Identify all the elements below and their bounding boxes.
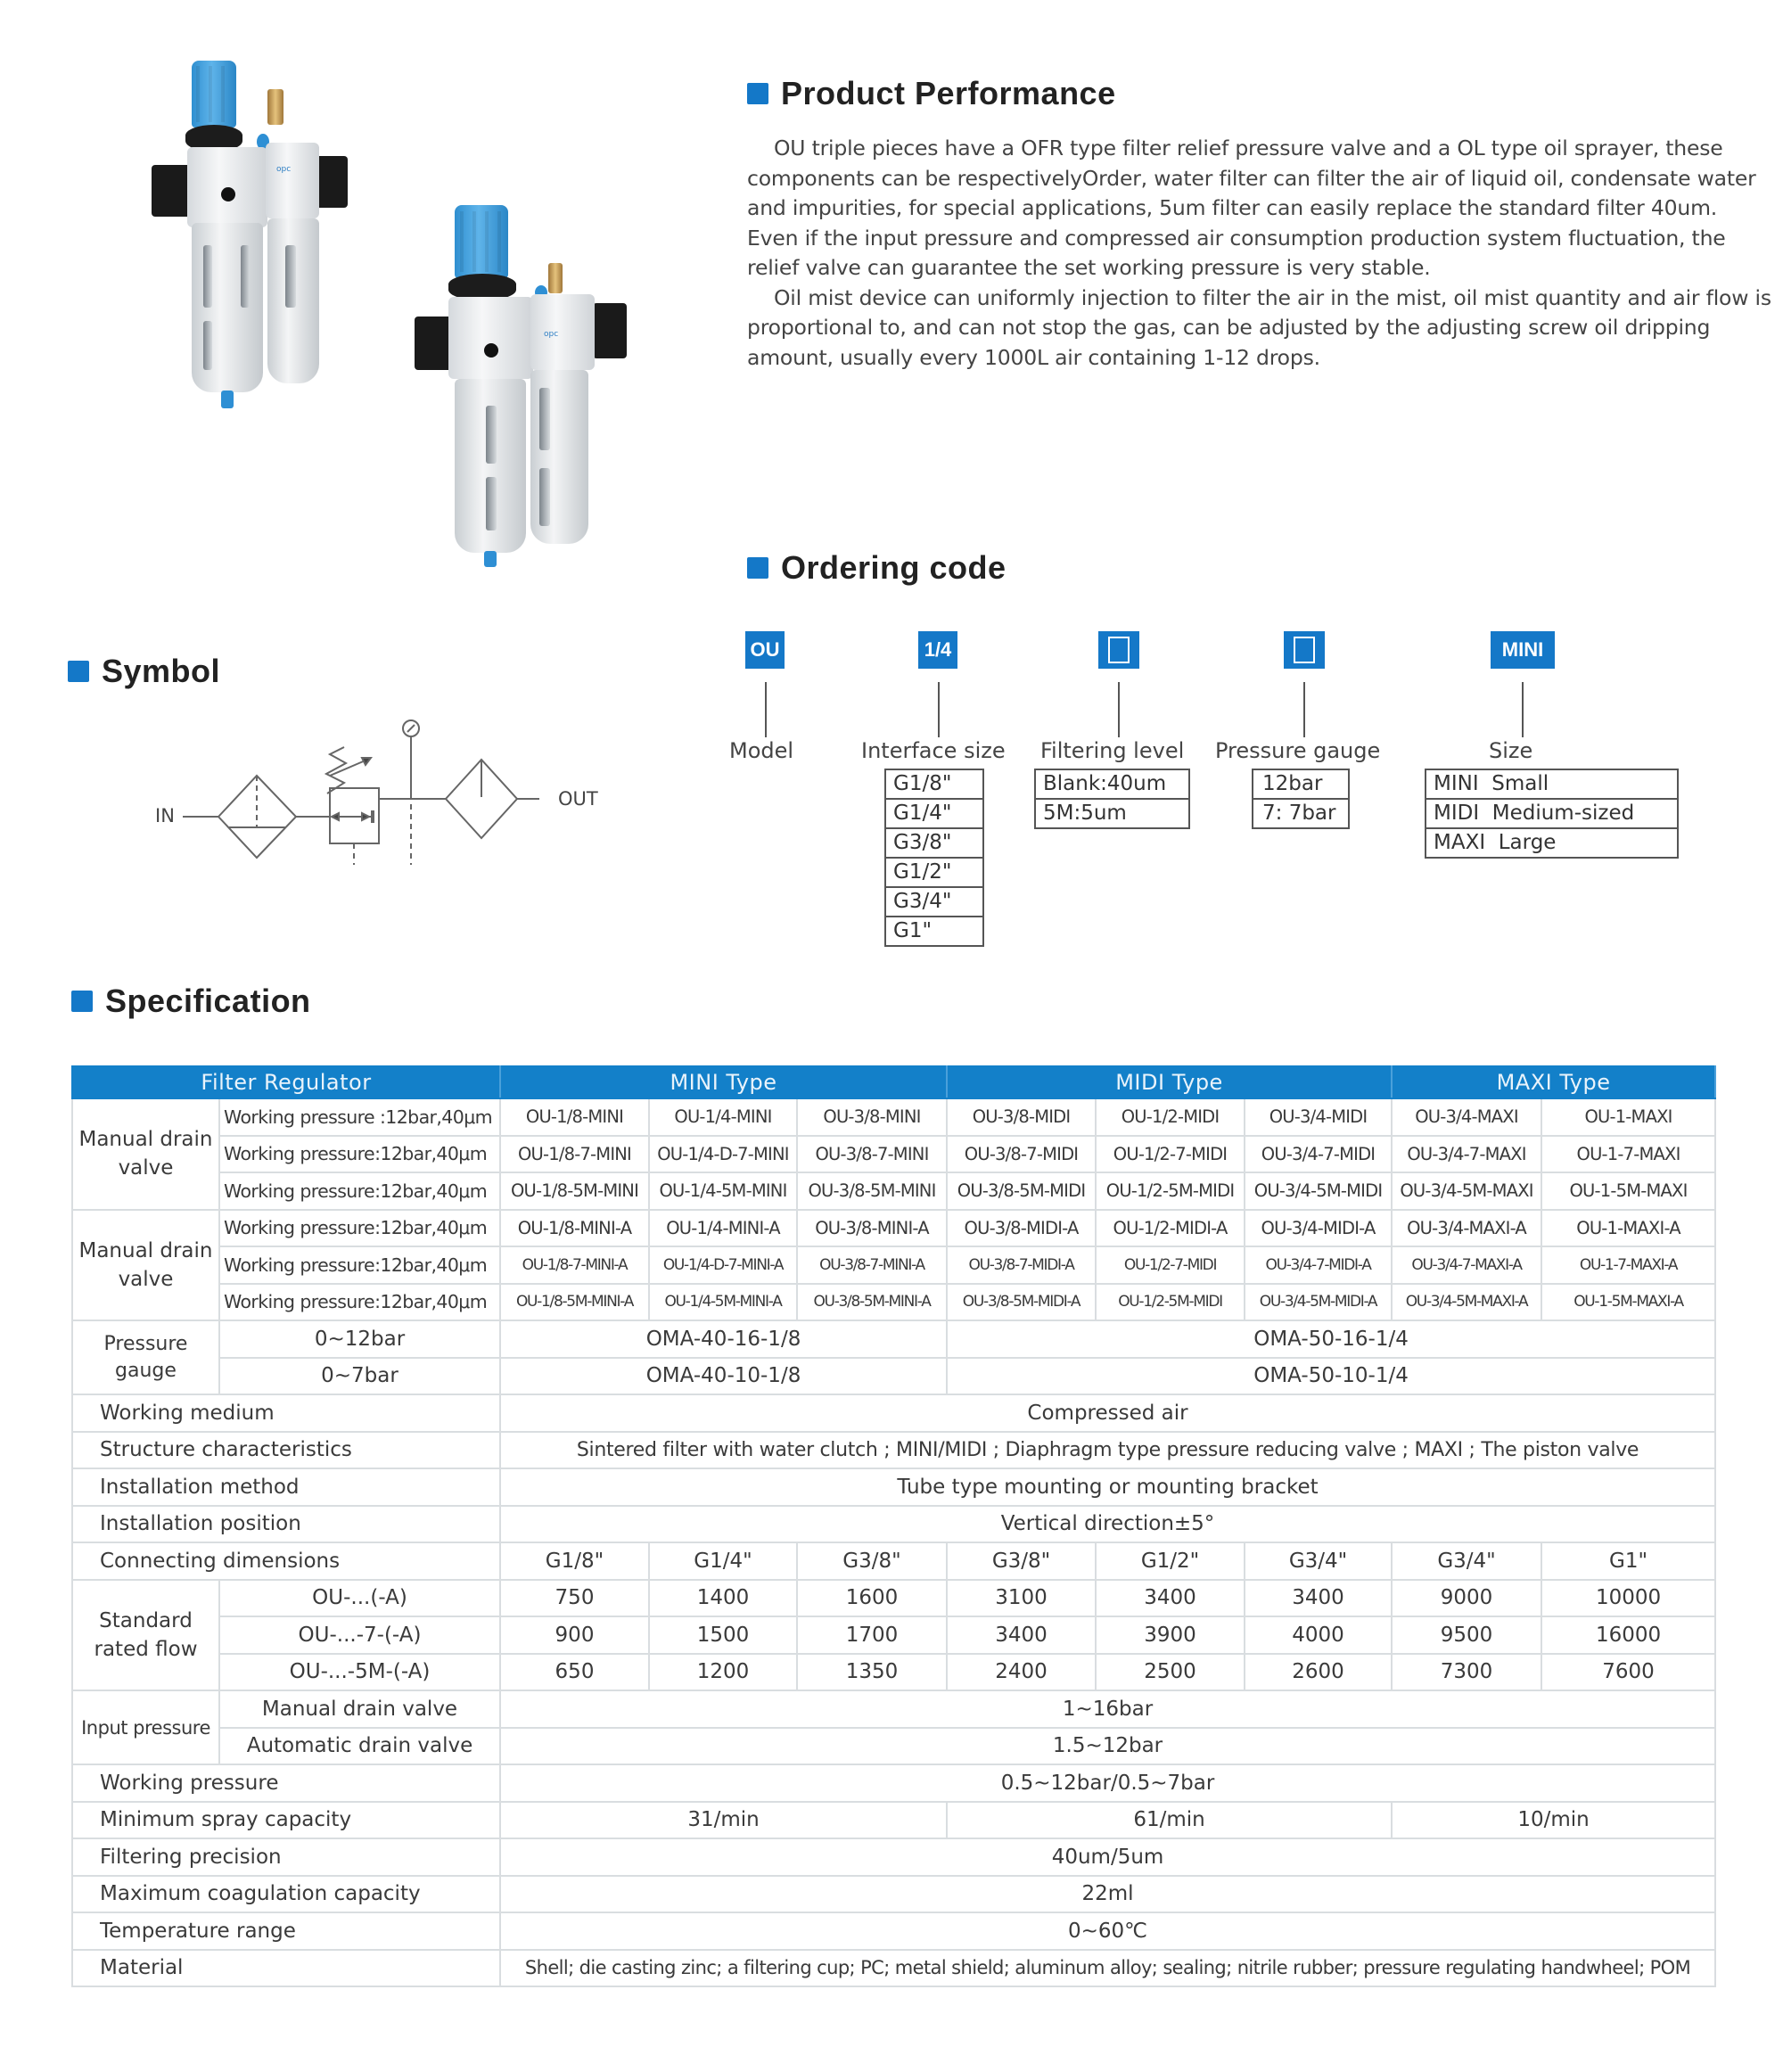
- model-cell: OU-1-5M-MAXI-A: [1541, 1284, 1715, 1321]
- performance-paragraph-1: OU triple pieces have a OFR type filter relief pressure valve and a OL type oil sprayer, these components can be respectivelyOrder, water filter can filter the air of liquid oil, condensate water and impurities, for special applications, 5um filter can easily replace the standard filter 40um. Even if the input pressure and compressed air consumption production system fluctuation, the relief valve can guarantee the set working pressure is very stable.: [747, 136, 1756, 280]
- connector-line: [938, 682, 940, 737]
- model-cell: OU-3/4-5M-MIDI-A: [1245, 1284, 1392, 1321]
- ordering-code-heading: [747, 549, 1007, 587]
- flow-cell: 3400: [1096, 1580, 1245, 1617]
- table-row: [72, 1728, 1715, 1765]
- flow-cell: 650: [500, 1654, 649, 1691]
- outlet-port-block: [593, 303, 627, 358]
- model-cell: OU-1/2-MIDI: [1096, 1098, 1245, 1136]
- table-row: [72, 1506, 1715, 1543]
- gauge-model-mini: OMA-40-16-1/8: [500, 1320, 947, 1358]
- model-cell: OU-1/8-5M-MINI: [500, 1172, 649, 1210]
- option-interface-size: G3/4": [886, 888, 982, 917]
- header-maxi-type: MAXI Type: [1392, 1066, 1715, 1098]
- table-row: [72, 1654, 1715, 1691]
- table-row: [72, 1616, 1715, 1654]
- table-row: [72, 1950, 1715, 1987]
- row-condition: Working pressure:12bar,40μm: [219, 1172, 500, 1210]
- model-cell: OU-1-MAXI: [1541, 1098, 1715, 1136]
- option-interface-size: G1": [886, 917, 982, 947]
- gauge-port: [221, 187, 235, 201]
- flow-cell: 1200: [649, 1654, 797, 1691]
- model-cell: OU-3/8-7-MINI: [797, 1136, 947, 1173]
- gauge-model-midi-maxi: OMA-50-16-1/4: [947, 1320, 1715, 1358]
- row-label: Working pressure: [72, 1764, 500, 1802]
- table-header-row: [72, 1066, 1715, 1098]
- table-row: [72, 1690, 1715, 1728]
- spray-maxi: 10/min: [1392, 1802, 1715, 1839]
- drain-valve: [221, 391, 234, 408]
- model-cell: OU-3/8-5M-MIDI: [947, 1172, 1096, 1210]
- code-box-size: MINI: [1491, 631, 1555, 669]
- model-cell: OU-1/4-D-7-MINI-A: [649, 1246, 797, 1284]
- model-cell: OU-3/8-5M-MINI-A: [797, 1284, 947, 1321]
- row-value: Shell; die casting zinc; a filtering cup; PC; metal shield; aluminum alloy; sealing; nitrile rubber; pressure regulating handwheel; POM: [500, 1950, 1715, 1987]
- row-group-label: Input pressure: [72, 1690, 219, 1764]
- row-value: 22ml: [500, 1876, 1715, 1913]
- model-cell: OU-3/8-7-MIDI-A: [947, 1246, 1096, 1284]
- model-cell: OU-3/8-MINI: [797, 1098, 947, 1136]
- flow-cell: 1400: [649, 1580, 797, 1617]
- brand-logo: opc: [276, 165, 292, 174]
- model-cell: OU-3/4-MIDI-A: [1245, 1210, 1392, 1247]
- symbol-title: Symbol: [102, 653, 221, 689]
- flow-cell: 3400: [1245, 1580, 1392, 1617]
- flow-cell: 16000: [1541, 1616, 1715, 1654]
- flow-cell: 1600: [797, 1580, 947, 1617]
- row-label: Installation position: [72, 1506, 500, 1543]
- ordering-code-title: Ordering code: [781, 549, 1007, 586]
- filter-bowl-window: [486, 406, 497, 464]
- flow-cell: 750: [500, 1580, 649, 1617]
- flow-cell: 1500: [649, 1616, 797, 1654]
- row-value: 1.5~12bar: [500, 1728, 1715, 1765]
- gauge-range: 0~12bar: [219, 1320, 500, 1358]
- filter-bowl: [192, 223, 263, 392]
- model-cell: OU-1-7-MAXI: [1541, 1136, 1715, 1173]
- flow-cell: 2500: [1096, 1654, 1245, 1691]
- code-box-pressure-gauge: [1284, 631, 1325, 669]
- model-cell: OU-3/8-MINI-A: [797, 1210, 947, 1247]
- flow-variant: OU-...-7-(-A): [219, 1616, 500, 1654]
- table-row: [72, 1358, 1715, 1395]
- flow-cell: 7600: [1541, 1654, 1715, 1691]
- pressure-adjust-knob: [455, 205, 508, 278]
- code-box-model: OU: [745, 631, 785, 669]
- code-label-interface-size: Interface size: [861, 738, 1006, 763]
- size-options: [1425, 769, 1679, 859]
- row-value: Sintered filter with water clutch ; MINI/MIDI ; Diaphragm type pressure reducing valve ; MAXI ; The piston valve: [500, 1432, 1715, 1469]
- row-label: Material: [72, 1950, 500, 1987]
- connector-line: [765, 682, 767, 737]
- specification-table: [71, 1065, 1716, 1987]
- pressure-adjust-knob: [192, 61, 236, 127]
- regulator-body: [448, 297, 533, 379]
- model-cell: OU-3/4-7-MAXI: [1392, 1136, 1541, 1173]
- option-filtering-level: Blank:40um: [1036, 770, 1188, 800]
- model-cell: OU-3/4-7-MIDI: [1245, 1136, 1392, 1173]
- specification-heading: [71, 983, 311, 1020]
- interface-size-options: [884, 769, 984, 947]
- model-cell: OU-1/4-5M-MINI: [649, 1172, 797, 1210]
- table-row: [72, 1172, 1715, 1210]
- row-condition: Working pressure:12bar,40μm: [219, 1210, 500, 1247]
- model-cell: OU-3/8-5M-MIDI-A: [947, 1284, 1096, 1321]
- model-cell: OU-1/8-7-MINI-A: [500, 1246, 649, 1284]
- row-label: Temperature range: [72, 1912, 500, 1950]
- gauge-model-midi-maxi: OMA-50-10-1/4: [947, 1358, 1715, 1395]
- flow-cell: 9000: [1392, 1580, 1541, 1617]
- row-value: 1~16bar: [500, 1690, 1715, 1728]
- model-cell: OU-1/2-5M-MIDI: [1096, 1172, 1245, 1210]
- option-filtering-level: 5M:5um: [1036, 800, 1188, 829]
- flow-cell: 900: [500, 1616, 649, 1654]
- dimension-cell: G1": [1541, 1542, 1715, 1580]
- table-row: [72, 1246, 1715, 1284]
- flow-cell: 1350: [797, 1654, 947, 1691]
- spray-midi: 61/min: [947, 1802, 1392, 1839]
- dimension-cell: G1/4": [649, 1542, 797, 1580]
- model-cell: OU-3/4-MAXI-A: [1392, 1210, 1541, 1247]
- option-interface-size: G1/4": [886, 800, 982, 829]
- model-cell: OU-3/8-MIDI-A: [947, 1210, 1096, 1247]
- input-pressure-variant: Manual drain valve: [219, 1690, 500, 1728]
- row-value: Vertical direction±5°: [500, 1506, 1715, 1543]
- flow-cell: 3900: [1096, 1616, 1245, 1654]
- dimension-cell: G1/8": [500, 1542, 649, 1580]
- model-cell: OU-1/4-5M-MINI-A: [649, 1284, 797, 1321]
- connector-line: [1522, 682, 1524, 737]
- model-cell: OU-3/4-5M-MAXI: [1392, 1172, 1541, 1210]
- input-pressure-variant: Automatic drain valve: [219, 1728, 500, 1765]
- table-row: [72, 1542, 1715, 1580]
- flow-cell: 10000: [1541, 1580, 1715, 1617]
- dimension-cell: G3/4": [1245, 1542, 1392, 1580]
- oil-fill-fitting: [548, 263, 563, 293]
- table-row: [72, 1838, 1715, 1876]
- lubricator-window: [285, 245, 296, 308]
- filter-bowl-window: [203, 245, 212, 308]
- model-cell: OU-1/8-MINI-A: [500, 1210, 649, 1247]
- model-cell: OU-3/4-7-MIDI-A: [1245, 1246, 1392, 1284]
- row-condition: Working pressure :12bar,40μm: [219, 1098, 500, 1136]
- row-label: Installation method: [72, 1468, 500, 1506]
- connector-line: [1303, 682, 1305, 737]
- table-row: [72, 1136, 1715, 1173]
- gauge-range: 0~7bar: [219, 1358, 500, 1395]
- symbol-out-label: OUT: [558, 788, 598, 810]
- option-pressure-gauge: 7: 7bar: [1253, 800, 1348, 829]
- spray-mini: 31/min: [500, 1802, 947, 1839]
- section-marker-icon: [68, 661, 89, 682]
- option-size: MIDI Medium-sized: [1426, 800, 1677, 829]
- flow-cell: 3100: [947, 1580, 1096, 1617]
- option-pressure-gauge: 12bar: [1253, 770, 1348, 800]
- row-group-label: Pressure gauge: [72, 1320, 219, 1394]
- model-cell: OU-3/4-MAXI: [1392, 1098, 1541, 1136]
- row-label: Maximum coagulation capacity: [72, 1876, 500, 1913]
- model-cell: OU-3/8-5M-MINI: [797, 1172, 947, 1210]
- table-row: [72, 1764, 1715, 1802]
- option-interface-size: G1/8": [886, 770, 982, 800]
- flow-variant: OU-...-5M-(-A): [219, 1654, 500, 1691]
- model-cell: OU-1/4-MINI: [649, 1098, 797, 1136]
- connector-line: [1118, 682, 1120, 737]
- model-cell: OU-1/2-7-MIDI: [1096, 1136, 1245, 1173]
- flow-cell: 2600: [1245, 1654, 1392, 1691]
- product-performance-title: Product Performance: [781, 75, 1116, 111]
- filter-bowl-window: [203, 321, 212, 370]
- dimension-cell: G1/2": [1096, 1542, 1245, 1580]
- dimension-cell: G3/4": [1392, 1542, 1541, 1580]
- drain-valve: [484, 551, 497, 567]
- row-value: 40um/5um: [500, 1838, 1715, 1876]
- code-box-interface-size: 1/4: [918, 631, 957, 669]
- gauge-model-mini: OMA-40-10-1/8: [500, 1358, 947, 1395]
- lubricator-window: [539, 468, 550, 526]
- model-cell: OU-1-5M-MAXI: [1541, 1172, 1715, 1210]
- option-interface-size: G1/2": [886, 859, 982, 888]
- row-label: Structure characteristics: [72, 1432, 500, 1469]
- flow-cell: 1700: [797, 1616, 947, 1654]
- table-row: [72, 1802, 1715, 1839]
- performance-paragraph-2: Oil mist device can uniformly injection to filter the air in the mist, oil mist quantity and air flow is proportional to, and can not stop the gas, can be adjusted by the adjusting screw oil dripping amount, usually every 1000L air containing 1-12 drops.: [747, 284, 1771, 370]
- flow-cell: 7300: [1392, 1654, 1541, 1691]
- row-value: Compressed air: [500, 1394, 1715, 1432]
- table-row: [72, 1210, 1715, 1247]
- gauge-port: [484, 343, 498, 358]
- model-cell: OU-3/8-MIDI: [947, 1098, 1096, 1136]
- row-condition: Working pressure:12bar,40μm: [219, 1136, 500, 1173]
- code-label-model: Model: [729, 738, 794, 763]
- model-cell: OU-1/8-7-MINI: [500, 1136, 649, 1173]
- filter-bowl-window: [486, 477, 497, 530]
- pneumatic-symbol-diagram: [143, 704, 624, 865]
- row-condition: Working pressure:12bar,40μm: [219, 1246, 500, 1284]
- product-image-angled: [415, 201, 637, 575]
- model-cell: OU-1/4-MINI-A: [649, 1210, 797, 1247]
- code-label-filtering-level: Filtering level: [1040, 738, 1185, 763]
- filtering-level-options: [1034, 769, 1190, 829]
- model-cell: OU-1-MAXI-A: [1541, 1210, 1715, 1247]
- table-row: [72, 1432, 1715, 1469]
- dimension-cell: G3/8": [947, 1542, 1096, 1580]
- option-size: MINI Small: [1426, 770, 1677, 800]
- brand-logo: opc: [544, 330, 559, 339]
- flow-cell: 3400: [947, 1616, 1096, 1654]
- model-cell: OU-1/2-7-MIDI: [1096, 1246, 1245, 1284]
- model-cell: OU-1/2-5M-MIDI: [1096, 1284, 1245, 1321]
- flow-cell: 9500: [1392, 1616, 1541, 1654]
- symbol-heading: [68, 653, 220, 690]
- row-label: Minimum spray capacity: [72, 1802, 500, 1839]
- model-cell: OU-3/4-7-MAXI-A: [1392, 1246, 1541, 1284]
- section-marker-icon: [71, 991, 93, 1012]
- flow-variant: OU-...(-A): [219, 1580, 500, 1617]
- header-midi-type: MIDI Type: [947, 1066, 1392, 1098]
- table-row: [72, 1394, 1715, 1432]
- model-cell: OU-3/4-MIDI: [1245, 1098, 1392, 1136]
- flow-cell: 4000: [1245, 1616, 1392, 1654]
- model-cell: OU-3/8-7-MINI-A: [797, 1246, 947, 1284]
- table-row: [72, 1284, 1715, 1321]
- product-performance-text: [747, 134, 1772, 373]
- model-cell: OU-1/8-MINI: [500, 1098, 649, 1136]
- model-cell: OU-3/4-5M-MIDI: [1245, 1172, 1392, 1210]
- table-row: [72, 1912, 1715, 1950]
- lubricator-body: [266, 143, 319, 218]
- model-cell: OU-1/8-5M-MINI-A: [500, 1284, 649, 1321]
- model-cell: OU-1/4-D-7-MINI: [649, 1136, 797, 1173]
- section-marker-icon: [747, 557, 768, 579]
- row-group-label: Manual drain valve: [72, 1098, 219, 1210]
- option-size: MAXI Large: [1426, 829, 1677, 859]
- pressure-gauge-options: [1252, 769, 1350, 829]
- model-cell: OU-1-7-MAXI-A: [1541, 1246, 1715, 1284]
- row-label: Connecting dimensions: [72, 1542, 500, 1580]
- product-image-front: [152, 53, 357, 419]
- filter-bowl-window: [241, 245, 250, 308]
- option-interface-size: G3/8": [886, 829, 982, 859]
- model-cell: OU-3/4-5M-MAXI-A: [1392, 1284, 1541, 1321]
- symbol-in-label: IN: [155, 805, 175, 826]
- table-row: [72, 1468, 1715, 1506]
- product-performance-heading: [747, 75, 1116, 112]
- row-group-label: Standard rated flow: [72, 1580, 219, 1691]
- oil-fill-fitting: [267, 89, 283, 125]
- row-condition: Working pressure:12bar,40μm: [219, 1284, 500, 1321]
- table-row: [72, 1876, 1715, 1913]
- row-value: Tube type mounting or mounting bracket: [500, 1468, 1715, 1506]
- code-box-filtering-level: [1098, 631, 1139, 669]
- header-filter-regulator: Filter Regulator: [72, 1066, 500, 1098]
- code-label-size: Size: [1489, 738, 1533, 763]
- model-cell: OU-1/2-MIDI-A: [1096, 1210, 1245, 1247]
- section-marker-icon: [747, 83, 768, 104]
- row-label: Filtering precision: [72, 1838, 500, 1876]
- table-row: [72, 1580, 1715, 1617]
- table-row: [72, 1320, 1715, 1358]
- flow-cell: 2400: [947, 1654, 1096, 1691]
- dimension-cell: G3/8": [797, 1542, 947, 1580]
- row-value: 0~60℃: [500, 1912, 1715, 1950]
- specification-title: Specification: [105, 983, 311, 1019]
- row-value: 0.5~12bar/0.5~7bar: [500, 1764, 1715, 1802]
- header-mini-type: MINI Type: [500, 1066, 947, 1098]
- table-row: [72, 1098, 1715, 1136]
- row-group-label: Manual drain valve: [72, 1210, 219, 1321]
- code-label-pressure-gauge: Pressure gauge: [1215, 738, 1381, 763]
- lubricator-window: [539, 388, 550, 450]
- lubricator-body: [530, 294, 595, 370]
- model-cell: OU-3/8-7-MIDI: [947, 1136, 1096, 1173]
- row-label: Working medium: [72, 1394, 500, 1432]
